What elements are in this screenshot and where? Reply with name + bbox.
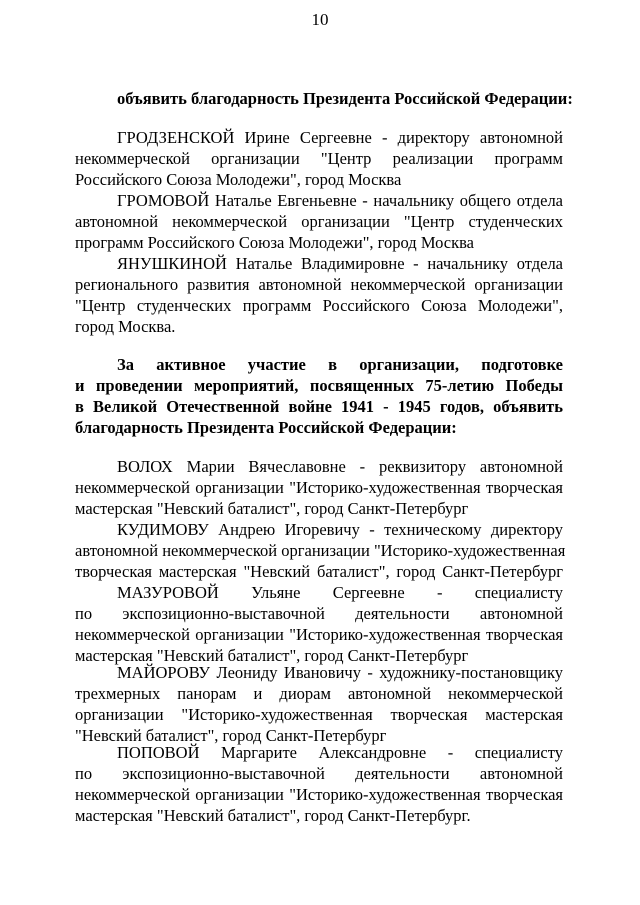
awardee-line: КУДИМОВУ Андрею Игоревичу - техническому директору bbox=[117, 520, 563, 539]
awardee-line: ЯНУШКИНОЙ Наталье Владимировне - начальнику отдела bbox=[117, 254, 563, 273]
awardee-line: ПОПОВОЙ Маргарите Александровне - специалисту bbox=[117, 743, 563, 762]
awardee-line: мастерская "Невский баталист", город Санкт-Петербург bbox=[75, 646, 469, 665]
awardee-line: мастерская "Невский баталист", город Санкт-Петербург bbox=[75, 499, 469, 518]
awardee-line: ВОЛОХ Марии Вячеславовне - реквизитору автономной bbox=[117, 457, 563, 476]
awardee-line: МАЙОРОВУ Леониду Ивановичу - художнику-постановщику bbox=[117, 663, 563, 682]
awardee-line: некоммерческой организации "Историко-художественная творческая bbox=[75, 625, 563, 644]
heading-award-2 bbox=[75, 354, 563, 438]
awardee-line: регионального развития автономной некоммерческой организации bbox=[75, 275, 563, 294]
awardee-mazurova bbox=[75, 582, 563, 666]
awardee-line: город Москва. bbox=[75, 317, 176, 336]
awardee-line: творческая мастерская "Невский баталист", город Санкт-Петербург bbox=[75, 562, 563, 581]
page-number: 10 bbox=[311, 10, 329, 29]
awardee-gromova bbox=[75, 190, 563, 253]
awardee-line: ГРОДЗЕНСКОЙ Ирине Сергеевне - директору автономной bbox=[117, 128, 563, 147]
awardee-volokh bbox=[75, 456, 563, 519]
awardee-line: автономной некоммерческой организации "Историко-художественная bbox=[75, 541, 566, 560]
awardee-line: некоммерческой организации "Центр реализации программ bbox=[75, 149, 563, 168]
awardee-grodzenskaya bbox=[75, 127, 563, 190]
heading-line: благодарность Президента Российской Федерации: bbox=[75, 418, 457, 437]
heading-line: объявить благодарность Президента Российской Федерации: bbox=[117, 89, 573, 108]
heading-award-1 bbox=[75, 88, 573, 109]
awardee-line: по экспозиционно-выставочной деятельности автономной bbox=[75, 764, 563, 783]
awardee-line: программ Российского Союза Молодежи", город Москва bbox=[75, 233, 474, 252]
awardee-line: некоммерческой организации "Историко-художественная творческая bbox=[75, 785, 563, 804]
awardee-line: трехмерных панорам и диорам автономной некоммерческой bbox=[75, 684, 563, 703]
awardee-mayorov bbox=[75, 662, 563, 746]
awardee-line: МАЗУРОВОЙ Ульяне Сергеевне - специалисту bbox=[117, 583, 563, 602]
awardee-line: "Центр студенческих программ Российского Союза Молодежи", bbox=[75, 296, 563, 315]
awardee-line: по экспозиционно-выставочной деятельности автономной bbox=[75, 604, 563, 623]
awardee-line: некоммерческой организации "Историко-художественная творческая bbox=[75, 478, 563, 497]
awardee-line: ГРОМОВОЙ Наталье Евгеньевне - начальнику общего отдела bbox=[117, 191, 563, 210]
awardee-popova bbox=[75, 742, 563, 826]
awardee-kudimov bbox=[75, 519, 566, 582]
awardee-line: автономной некоммерческой организации "Центр студенческих bbox=[75, 212, 563, 231]
awardee-line: Российского Союза Молодежи", город Москва bbox=[75, 170, 402, 189]
awardee-line: мастерская "Невский баталист", город Санкт-Петербург. bbox=[75, 806, 471, 825]
heading-line: За активное участие в организации, подготовке bbox=[117, 355, 563, 374]
awardee-line: организации "Историко-художественная творческая мастерская bbox=[75, 705, 563, 724]
awardee-yanushkina bbox=[75, 253, 563, 337]
heading-line: и проведении мероприятий, посвященных 75-летию Победы bbox=[75, 376, 563, 395]
heading-line: в Великой Отечественной войне 1941 - 1945 годов, объявить bbox=[75, 397, 563, 416]
awardee-line: "Невский баталист", город Санкт-Петербург bbox=[75, 726, 387, 745]
